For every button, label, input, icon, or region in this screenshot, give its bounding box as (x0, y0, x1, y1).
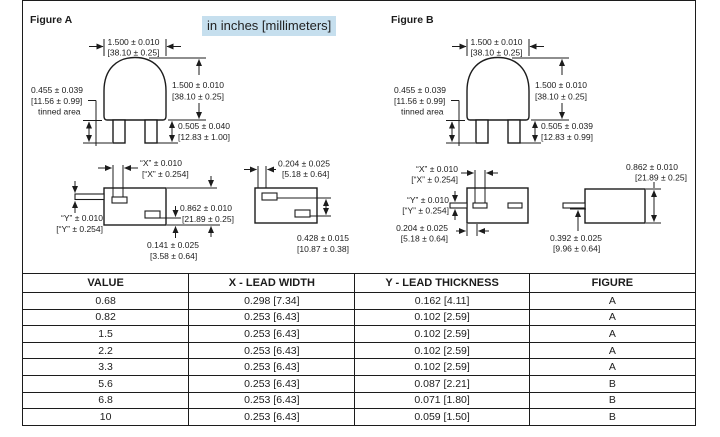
cell-figure: A (529, 342, 695, 359)
figa-bodyheight-in: 0.862 ± 0.010 (180, 203, 232, 213)
figa-side-lead-slot-b (145, 211, 160, 218)
cell-value: 5.6 (23, 375, 189, 392)
figa-ylead-mm: [“Y” ± 0.254] (56, 224, 103, 234)
figa-tinned-label: tinned area (38, 106, 81, 117)
header-y-lead-thickness: Y - LEAD THICKNESS (355, 274, 529, 293)
table-header-row (23, 274, 696, 293)
lead-dimensions-table (22, 273, 696, 426)
figa-leadspacing-mm: [10.87 ± 0.38] (297, 244, 349, 254)
cell-value: 10 (23, 409, 189, 426)
cell-figure: B (529, 392, 695, 409)
cell-y-lead-thickness: 0.102 [2.59] (355, 359, 529, 376)
cell-x-lead-width: 0.253 [6.43] (189, 342, 355, 359)
cell-y-lead-thickness: 0.071 [1.80] (355, 392, 529, 409)
figb-width-mm: [38.10 ± 0.25] (470, 47, 523, 58)
figb-height-in: 1.500 ± 0.010 (535, 80, 587, 90)
figb-lead-length-dim-lines (520, 122, 541, 144)
figa-height-in: 1.500 ± 0.010 (172, 80, 224, 90)
figb-lead-left (476, 120, 488, 143)
figb-leadoffset-in: 0.392 ± 0.025 (550, 233, 602, 243)
cell-value: 1.5 (23, 326, 189, 343)
header-value: VALUE (23, 274, 189, 293)
figure-a-end-detail-drawing (244, 159, 349, 255)
figa-leadoffset-in: 0.141 ± 0.025 (147, 240, 199, 250)
figa-height-mm: [38.10 ± 0.25] (172, 91, 224, 102)
header-figure: FIGURE (529, 274, 695, 293)
table-row (23, 392, 696, 409)
cell-x-lead-width: 0.253 [6.43] (189, 326, 355, 343)
cell-y-lead-thickness: 0.102 [2.59] (355, 326, 529, 343)
figb-bodyheight-mm: [21.89 ± 0.25] (635, 172, 687, 183)
cell-figure: A (529, 359, 695, 376)
figb-side-lead-slot-a (473, 203, 487, 208)
figb-xlead-mm: [“X” ± 0.254] (411, 174, 458, 185)
header-x-lead-width: X - LEAD WIDTH (189, 274, 355, 293)
figb-end-lead-stub (563, 203, 585, 208)
figa-leadwidth-in: 0.204 ± 0.025 (278, 158, 330, 169)
figb-side-lead-slot-b (508, 203, 522, 208)
figa-side-lead-slot-a (112, 197, 127, 203)
cell-figure: A (529, 293, 695, 310)
cell-value: 3.3 (23, 359, 189, 376)
figb-end-body (585, 189, 645, 223)
figb-bodyheight-dim-lines (646, 182, 661, 223)
figa-component-body (104, 58, 166, 121)
figa-lead-length-in: 0.505 ± 0.040 (178, 121, 230, 131)
cell-x-lead-width: 0.253 [6.43] (189, 359, 355, 376)
figb-leadwidth-in: 0.204 ± 0.025 (396, 223, 448, 233)
cell-x-lead-width: 0.253 [6.43] (189, 392, 355, 409)
figb-ylead-in: “Y” ± 0.010 (407, 195, 449, 205)
figb-width-in: 1.500 ± 0.010 (470, 37, 523, 47)
figb-side-lead-stub (450, 203, 467, 208)
figa-tinned-in: 0.455 ± 0.039 (31, 85, 83, 95)
cell-figure: A (529, 309, 695, 326)
figure-a-top-view-drawing (31, 37, 230, 146)
figb-leadoffset-mm: [9.96 ± 0.64] (553, 243, 601, 254)
figb-tinned-label: tinned area (401, 106, 444, 117)
cell-x-lead-width: 0.253 [6.43] (189, 409, 355, 426)
cell-x-lead-width: 0.253 [6.43] (189, 375, 355, 392)
cell-value: 2.2 (23, 342, 189, 359)
figb-component-body (467, 58, 529, 121)
figa-lead-right (145, 120, 157, 143)
figa-width-in: 1.500 ± 0.010 (107, 37, 160, 47)
cell-y-lead-thickness: 0.087 [2.21] (355, 375, 529, 392)
figa-end-lead-slot-b (295, 210, 310, 217)
cell-x-lead-width: 0.298 [7.34] (189, 293, 355, 310)
figb-tinned-in: 0.455 ± 0.039 (394, 85, 446, 95)
figb-tinned-mm: [11.56 ± 0.99] (394, 96, 446, 106)
figa-side-lead-stub (75, 194, 104, 200)
table-row (23, 293, 696, 310)
figb-ylead-mm: [“Y” ± 0.254] (402, 205, 449, 216)
cell-value: 0.82 (23, 309, 189, 326)
figure-b-title: Figure B (391, 14, 434, 26)
figa-leadwidth-dim-lines (244, 166, 276, 188)
figure-a-side-detail-drawing (56, 158, 234, 261)
table-row (23, 309, 696, 326)
figure-b-top-view-drawing (394, 37, 593, 146)
figb-leadwidth-mm: [5.18 ± 0.64] (400, 233, 448, 244)
figb-height-mm: [38.10 ± 0.25] (535, 91, 587, 102)
cell-value: 6.8 (23, 392, 189, 409)
figure-a-title: Figure A (30, 14, 73, 26)
figb-leadwidth-dim-lines (456, 224, 489, 236)
figb-xlead-in: “X” ± 0.010 (416, 164, 458, 174)
figa-lead-left (113, 120, 125, 143)
figure-b-side-detail-drawing (396, 164, 528, 244)
figb-leadoffset-dim-lines (570, 209, 586, 231)
figa-xlead-mm: [“X” ± 0.254] (142, 169, 189, 179)
cell-figure: A (529, 326, 695, 343)
figa-lead-length-mm: [12.83 ± 1.00] (178, 132, 230, 142)
cell-y-lead-thickness: 0.102 [2.59] (355, 309, 529, 326)
figa-end-lead-slot-a (262, 193, 277, 200)
figa-lead-length-dim-lines (157, 122, 178, 144)
figa-leadwidth-mm: [5.18 ± 0.64] (282, 169, 330, 179)
figb-lead-right (508, 120, 520, 143)
figb-bodyheight-in: 0.862 ± 0.010 (626, 162, 678, 172)
figb-lead-length-in: 0.505 ± 0.039 (541, 121, 593, 131)
cell-value: 0.68 (23, 293, 189, 310)
cell-x-lead-width: 0.253 [6.43] (189, 309, 355, 326)
cell-figure: B (529, 375, 695, 392)
cell-figure: B (529, 409, 695, 426)
figa-leadoffset-mm: [3.58 ± 0.64] (150, 251, 198, 261)
table-row (23, 342, 696, 359)
table-row (23, 375, 696, 392)
units-note: in inches [millimeters] (202, 16, 336, 36)
cell-y-lead-thickness: 0.102 [2.59] (355, 342, 529, 359)
figa-leadspacing-in: 0.428 ± 0.015 (297, 233, 349, 243)
figa-xlead-in: “X” ± 0.010 (140, 158, 182, 168)
table-row (23, 326, 696, 343)
figa-bodyheight-mm: [21.89 ± 0.25] (182, 214, 234, 224)
table-row (23, 359, 696, 376)
figa-width-mm: [38.10 ± 0.25] (107, 47, 160, 58)
figure-b-end-detail-drawing (550, 162, 687, 254)
figa-tinned-mm: [11.56 ± 0.99] (31, 96, 83, 106)
cell-y-lead-thickness: 0.162 [4.11] (355, 293, 529, 310)
figa-ylead-in: “Y” ± 0.010 (61, 213, 103, 223)
cell-y-lead-thickness: 0.059 [1.50] (355, 409, 529, 426)
table-row (23, 409, 696, 426)
figb-lead-length-mm: [12.83 ± 0.99] (541, 132, 593, 142)
